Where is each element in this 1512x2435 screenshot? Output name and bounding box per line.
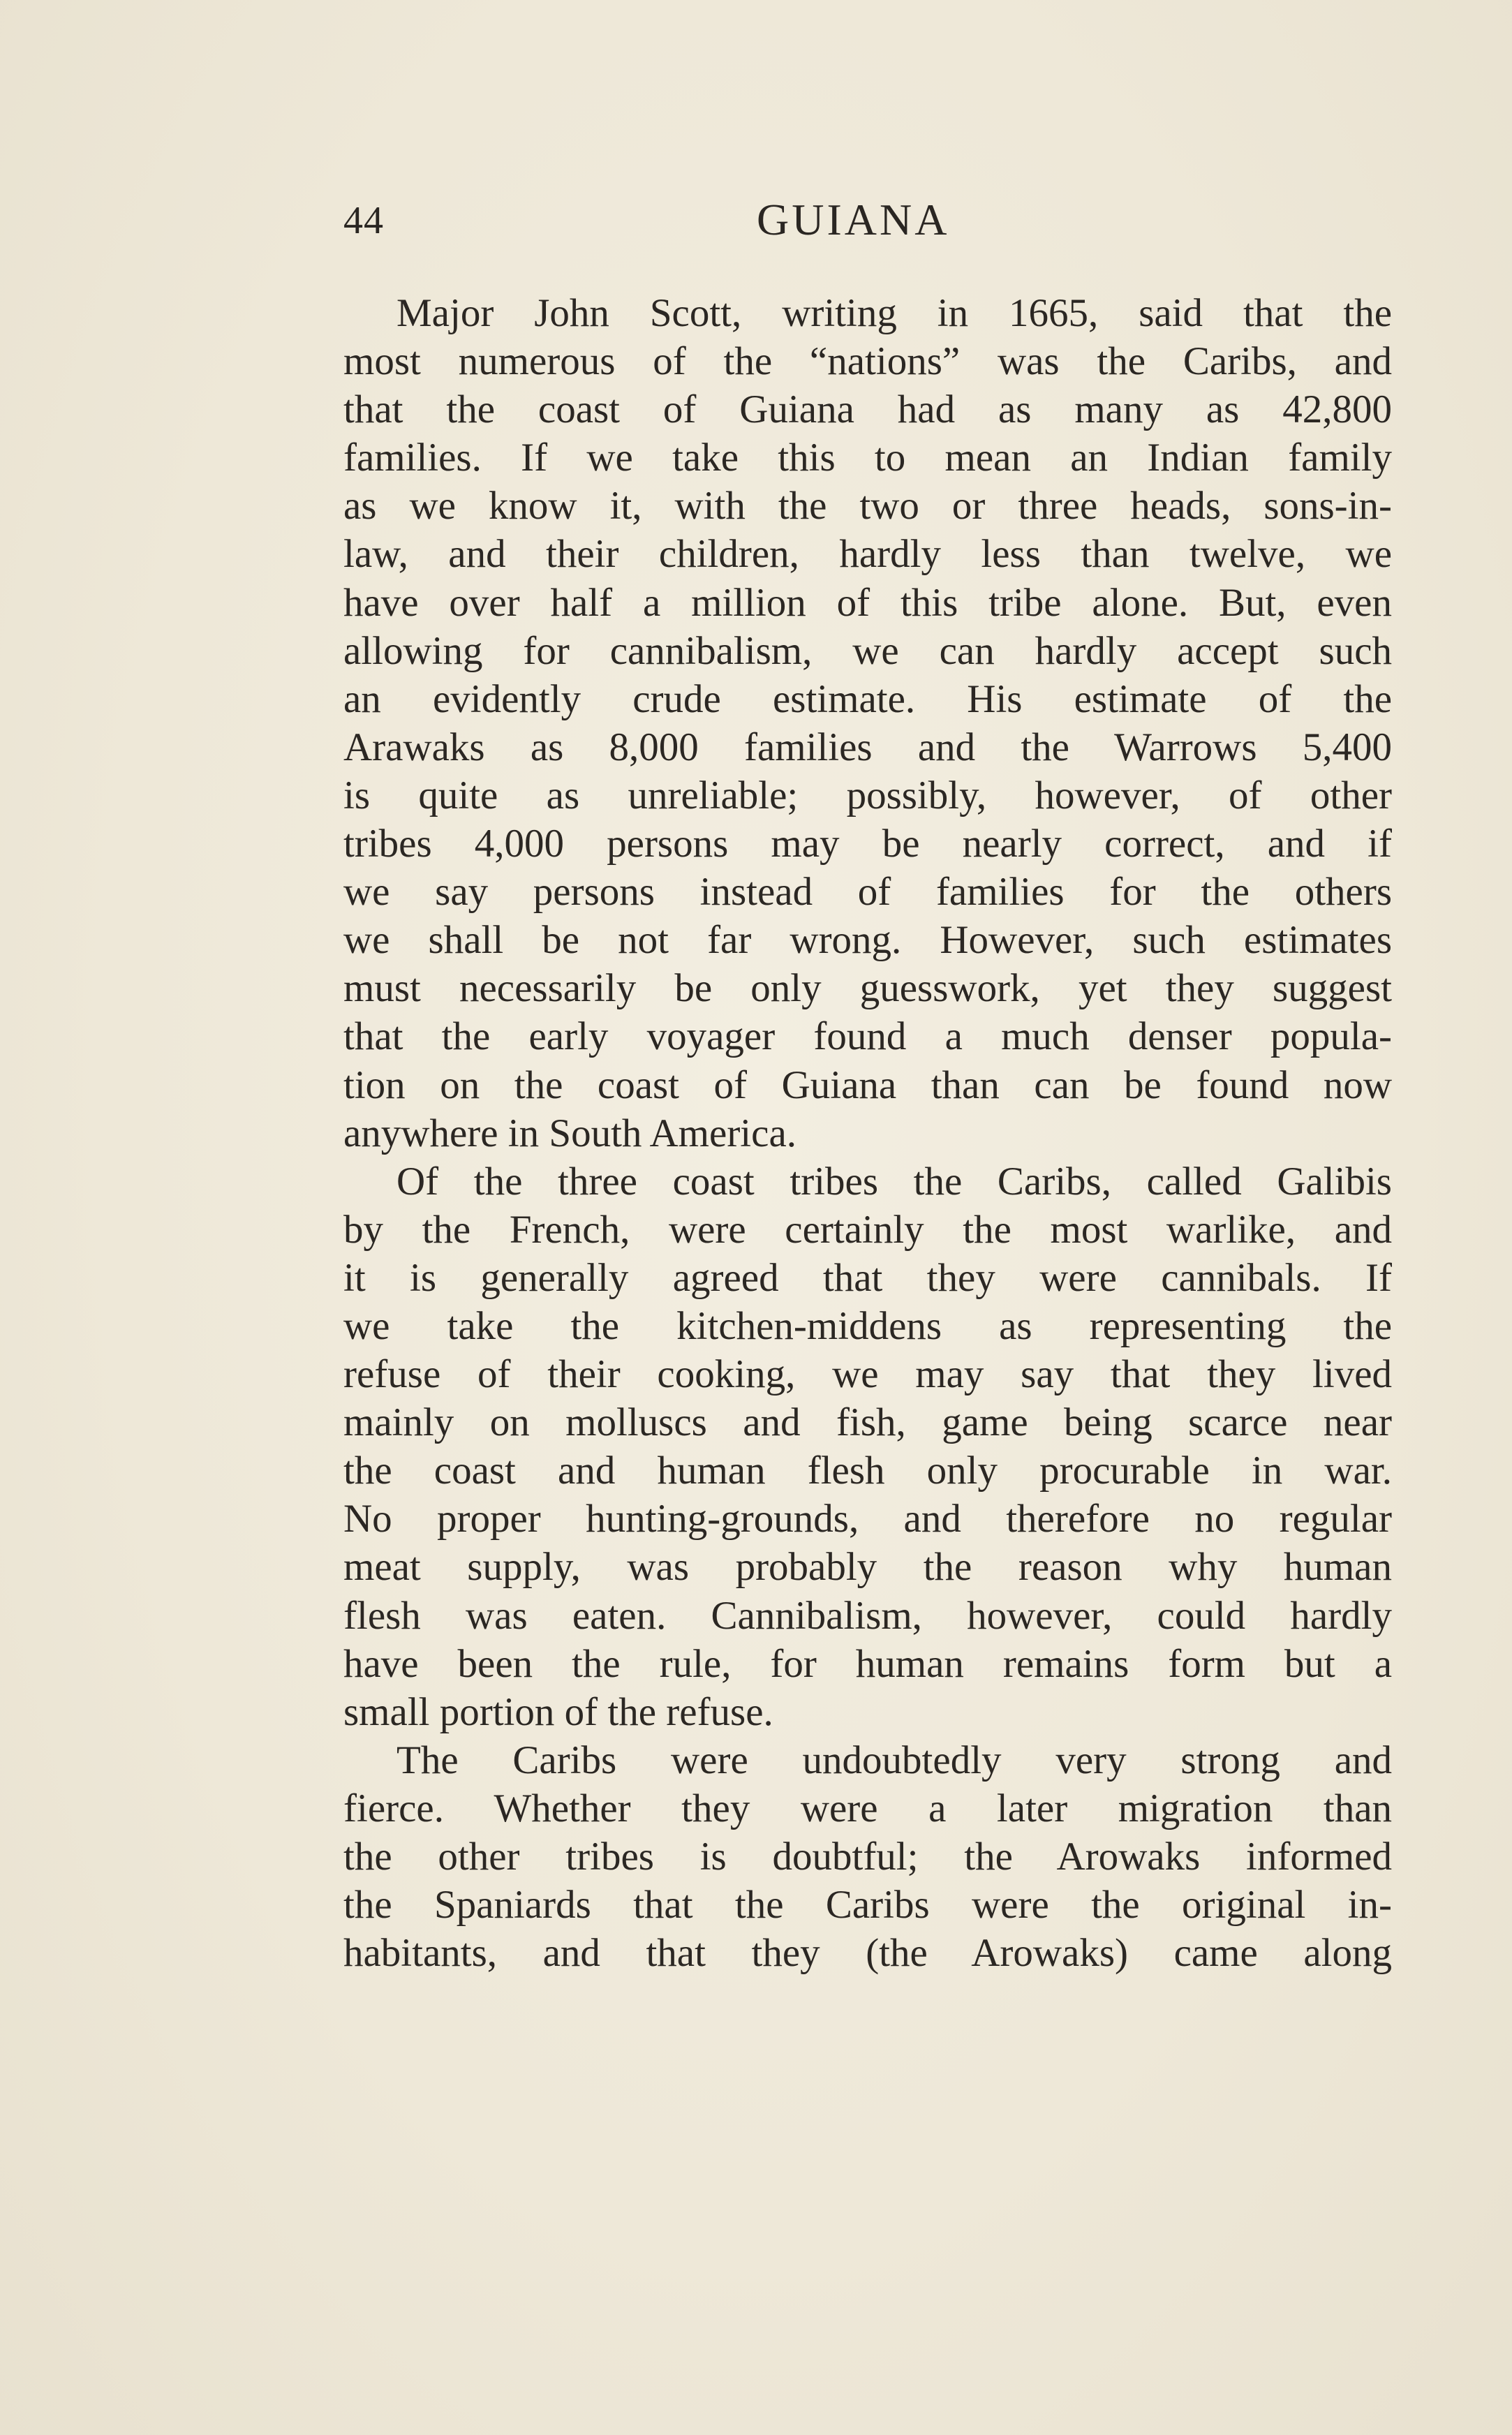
text-line: must necessarily be only guesswork, yet they suggest [343,966,1392,1011]
text-line: have over half a million of this tribe alone. But, even [343,580,1392,625]
text-line: that the early voyager found a much denser popula- [343,1014,1392,1059]
paragraph [343,289,1392,1157]
paragraph [343,1157,1392,1736]
text-line: by the French, were certainly the most warlike, and [343,1207,1392,1252]
text-line: most numerous of the “nations” was the Caribs, and [343,339,1392,384]
text-line: fierce. Whether they were a later migration than [343,1786,1392,1830]
text-line: we take the kitchen-middens as representing the [343,1303,1392,1348]
text-line: law, and their children, hardly less than twelve, we [343,532,1392,577]
body-text [343,289,1392,1977]
text-line: we say persons instead of families for the others [343,870,1392,915]
text-line: Of the three coast tribes the Caribs, called Galibis [396,1159,1392,1204]
text-line: it is generally agreed that they were cannibals. If [343,1255,1392,1300]
text-line: meat supply, was probably the reason why human [343,1545,1392,1590]
text-line: Major John Scott, writing in 1665, said that the [396,291,1392,335]
text-line: mainly on molluscs and fish, game being scarce near [343,1400,1392,1445]
text-line: tion on the coast of Guiana than can be found now [343,1063,1392,1107]
text-line: flesh was eaten. Cannibalism, however, could hardly [343,1593,1392,1638]
text-line: habitants, and that they (the Arowaks) came along [343,1931,1392,1976]
text-line: refuse of their cooking, we may say that they lived [343,1352,1392,1397]
text-line: an evidently crude estimate. His estimate of the [343,676,1392,721]
text-line: small portion of the refuse. [343,1689,773,1734]
page-title: GUIANA [757,195,950,244]
running-head [343,188,986,251]
text-line: anywhere in South America. [343,1111,796,1155]
page-number: 44 [343,199,384,242]
paragraph [343,1736,1392,1977]
text-line: that the coast of Guiana had as many as 42,800 [343,387,1392,432]
text-line: is quite as unreliable; possibly, however, of other [343,773,1392,817]
text-line: the Spaniards that the Caribs were the original in- [343,1883,1392,1927]
text-line: the coast and human flesh only procurable in war. [343,1449,1392,1493]
text-line: No proper hunting-grounds, and therefore no regular [343,1497,1392,1541]
text-line: Arawaks as 8,000 families and the Warrows 5,400 [343,725,1392,769]
text-line: allowing for cannibalism, we can hardly accept such [343,628,1392,673]
text-line: tribes 4,000 persons may be nearly correct, and if [343,822,1392,866]
text-line: have been the rule, for human remains form but a [343,1641,1392,1686]
text-line: as we know it, with the two or three heads, sons-in- [343,484,1392,528]
text-line: the other tribes is doubtful; the Arowaks informed [343,1835,1392,1879]
text-line: The Caribs were undoubtedly very strong and [396,1738,1392,1782]
text-line: we shall be not far wrong. However, such estimates [343,918,1392,963]
text-line: families. If we take this to mean an Indian family [343,436,1392,480]
